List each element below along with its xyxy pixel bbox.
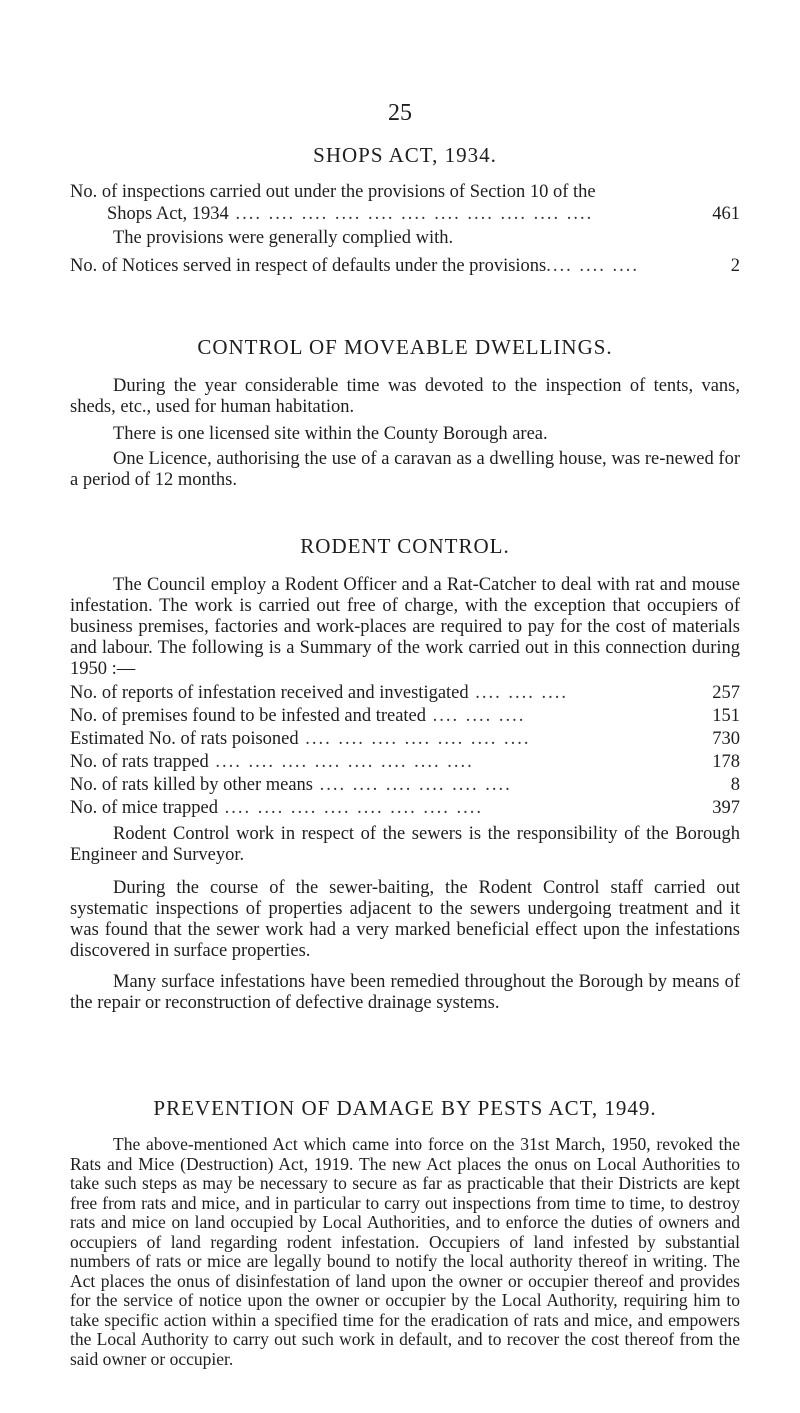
- shops-inspections-row: [70, 203, 740, 226]
- stat-value: 178: [712, 752, 740, 772]
- stat-row: No. of mice trapped .... .... .... .... .... .... .... .... 397: [70, 798, 740, 818]
- rodent-stats-list: [70, 682, 740, 820]
- dwellings-section: [70, 335, 740, 491]
- pests-act-title: PREVENTION OF DAMAGE BY PESTS ACT, 1949.: [153, 1096, 657, 1120]
- pests-act-section: [70, 1096, 740, 1369]
- shops-act-title: SHOPS ACT, 1934.: [313, 143, 497, 167]
- rodent-para-2: Rodent Control work in respect of the sewers is the responsibility of the Borough Engineer and Surveyor.: [70, 824, 740, 865]
- shops-notices-value: 2: [730, 256, 740, 276]
- page-number: 25: [388, 100, 412, 126]
- dwellings-para-3: One Licence, authorising the use of a caravan as a dwelling house, was re-newed for a period of 12 months.: [70, 449, 740, 490]
- shops-act-section: [70, 143, 740, 278]
- stat-row: No. of rats trapped .... .... .... .... .... .... .... .... 178: [70, 752, 740, 772]
- dwellings-para-1: During the year considerable time was devoted to the inspection of tents, vans, sheds, etc., used for human habitation.: [70, 376, 740, 417]
- stat-value: 8: [730, 775, 740, 795]
- stat-row: No. of rats killed by other means .... .... .... .... .... .... 8: [70, 775, 740, 795]
- rodent-title: RODENT CONTROL.: [300, 534, 510, 558]
- stat-row: Estimated No. of rats poisoned .... .... .... .... .... .... .... 730: [70, 729, 740, 749]
- dwellings-title: CONTROL OF MOVEABLE DWELLINGS.: [197, 335, 613, 359]
- stat-row: No. of reports of infestation received and investigated .... .... .... 257: [70, 683, 740, 703]
- shops-notices-row: No. of Notices served in respect of defaults under the provisions.... .... .... 2: [70, 256, 740, 276]
- shops-inspections-label: Shops Act, 1934 .... .... .... .... .... .... .... .... .... .... ....: [107, 204, 594, 224]
- pests-act-para: The above-mentioned Act which came into force on the 31st March, 1950, revoked the Rats and Mice (Destruction) Act, 1919. The new Act places the onus on Local Authorities to take such steps as may be necessary to secure as far as practicable that their Districts are kept free from rats and mice, and in particular to carry out inspections from time to time, to destroy rats and mice on land occupied by Local Authorities, and to enforce the duties of owners and occupiers of land regarding rodent infestation. Occupiers of land infested by substantial numbers of rats or mice are legally bound to notify the local authority thereof in writing. The Act places the onus of disinfestation of land upon the owner or occupier thereof and provides for the service of notice upon the owner or occupier by the Local Authority, requiring him to take specific action within a specified time for the eradication of rats and mice, and empowers the Local Authority to carry out such work in default, and to recover the cost thereof from the said owner or occupier.: [70, 1134, 740, 1369]
- shops-notices-label: No. of Notices served in respect of defaults under the provisions: [70, 256, 547, 276]
- stat-value: 151: [712, 706, 740, 726]
- shops-inspections-value: 461: [712, 204, 740, 224]
- dwellings-para-2: There is one licensed site within the County Borough area.: [113, 424, 548, 444]
- stat-row: No. of premises found to be infested and treated .... .... .... 151: [70, 706, 740, 726]
- rodent-para-4: Many surface infestations have been remedied throughout the Borough by means of the repair or reconstruction of defective drainage systems.: [70, 972, 740, 1013]
- rodent-section: [70, 534, 740, 1014]
- rodent-para-3: During the course of the sewer-baiting, the Rodent Control staff carried out systematic inspections of properties adjacent to the sewers undergoing treatment and it was found that the sewer work had a very marked beneficial effect upon the infestations discovered in surface properties.: [70, 878, 740, 961]
- stat-value: 397: [712, 798, 740, 818]
- shops-complied-text: The provisions were generally complied with.: [113, 228, 454, 248]
- stat-value: 730: [712, 729, 740, 749]
- stat-value: 257: [712, 683, 740, 703]
- rodent-para-1: The Council employ a Rodent Officer and a Rat-Catcher to deal with rat and mouse infestation. The work is carried out free of charge, with the exception that occupiers of business premises, factories and work-places are required to pay for the cost of materials and labour. The following is a Summary of the work carried out in this connection during 1950 :—: [70, 575, 740, 679]
- shops-inspections-line: No. of inspections carried out under the provisions of Section 10 of the: [70, 182, 596, 202]
